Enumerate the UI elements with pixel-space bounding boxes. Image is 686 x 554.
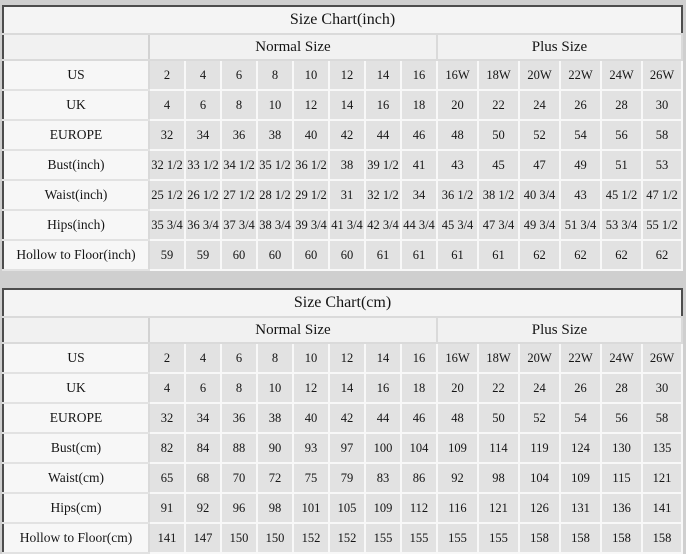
size-value-cell: 121 [642,463,682,493]
size-value-cell: 152 [293,523,329,553]
size-value-cell: 28 1/2 [257,180,293,210]
table-title: Size Chart(inch) [3,6,682,34]
table-title-row [3,289,682,317]
size-value-cell: 50 [478,120,519,150]
size-value-cell: 16 [365,90,401,120]
size-value-cell: 54 [560,403,601,433]
size-value-cell: 60 [257,240,293,270]
size-row-europe [3,403,682,433]
size-value-cell: 83 [365,463,401,493]
size-value-cell: 158 [642,523,682,553]
size-value-cell: 51 [601,150,642,180]
size-value-cell: 35 1/2 [257,150,293,180]
size-value-cell: 38 [257,120,293,150]
column-group-plus-size: Plus Size [437,34,682,60]
size-value-cell: 10 [257,90,293,120]
size-value-cell: 131 [560,493,601,523]
row-label-waist-cm-: Waist(cm) [3,463,149,493]
row-label-us: US [3,60,149,90]
size-value-cell: 116 [437,493,478,523]
size-value-cell: 44 [365,403,401,433]
size-value-cell: 124 [560,433,601,463]
size-row-europe [3,120,682,150]
size-value-cell: 121 [478,493,519,523]
size-value-cell: 62 [560,240,601,270]
row-label-hollow-to-floor-cm-: Hollow to Floor(cm) [3,523,149,553]
size-value-cell: 20 [437,90,478,120]
size-row-bust-cm- [3,433,682,463]
size-value-cell: 155 [478,523,519,553]
size-value-cell: 62 [601,240,642,270]
size-value-cell: 61 [478,240,519,270]
size-chart-cm-table [2,288,683,554]
size-value-cell: 130 [601,433,642,463]
table-title-row [3,6,682,34]
size-value-cell: 22W [560,343,601,373]
size-value-cell: 62 [519,240,560,270]
size-value-cell: 8 [257,343,293,373]
size-value-cell: 104 [519,463,560,493]
size-row-hips-inch- [3,210,682,240]
size-value-cell: 38 3/4 [257,210,293,240]
size-value-cell: 48 [437,403,478,433]
size-chart-inch-table [2,5,683,271]
size-value-cell: 40 [293,120,329,150]
size-value-cell: 36 [221,120,257,150]
size-value-cell: 35 3/4 [149,210,185,240]
size-value-cell: 12 [293,373,329,403]
size-chart-cm-section [2,271,684,554]
size-value-cell: 26 [560,373,601,403]
size-value-cell: 43 [560,180,601,210]
size-value-cell: 68 [185,463,221,493]
size-value-cell: 25 1/2 [149,180,185,210]
size-value-cell: 56 [601,120,642,150]
size-value-cell: 18W [478,343,519,373]
size-value-cell: 58 [642,120,682,150]
size-value-cell: 59 [149,240,185,270]
row-label-uk: UK [3,373,149,403]
size-value-cell: 6 [185,90,221,120]
size-value-cell: 4 [149,90,185,120]
size-value-cell: 136 [601,493,642,523]
size-value-cell: 46 [401,120,437,150]
size-value-cell: 92 [185,493,221,523]
size-value-cell: 115 [601,463,642,493]
row-label-hollow-to-floor-inch-: Hollow to Floor(inch) [3,240,149,270]
size-value-cell: 38 [329,150,365,180]
size-value-cell: 41 [401,150,437,180]
size-value-cell: 112 [401,493,437,523]
table-title: Size Chart(cm) [3,289,682,317]
size-value-cell: 8 [221,90,257,120]
size-value-cell: 8 [257,60,293,90]
size-value-cell: 61 [401,240,437,270]
size-value-cell: 92 [437,463,478,493]
size-value-cell: 22W [560,60,601,90]
size-value-cell: 70 [221,463,257,493]
size-value-cell: 49 [560,150,601,180]
size-value-cell: 158 [601,523,642,553]
size-value-cell: 10 [293,60,329,90]
size-value-cell: 45 3/4 [437,210,478,240]
size-row-us [3,60,682,90]
size-value-cell: 10 [293,343,329,373]
size-value-cell: 24 [519,373,560,403]
size-value-cell: 30 [642,373,682,403]
size-value-cell: 61 [437,240,478,270]
size-value-cell: 109 [365,493,401,523]
column-group-row [3,317,682,343]
size-value-cell: 44 [365,120,401,150]
size-value-cell: 8 [221,373,257,403]
size-value-cell: 6 [221,343,257,373]
size-value-cell: 16W [437,343,478,373]
size-value-cell: 56 [601,403,642,433]
size-value-cell: 44 3/4 [401,210,437,240]
row-label-hips-cm-: Hips(cm) [3,493,149,523]
size-value-cell: 141 [642,493,682,523]
size-value-cell: 55 1/2 [642,210,682,240]
size-value-cell: 58 [642,403,682,433]
size-value-cell: 54 [560,120,601,150]
size-value-cell: 14 [365,60,401,90]
row-label-bust-cm-: Bust(cm) [3,433,149,463]
size-row-hollow-to-floor-inch- [3,240,682,270]
size-value-cell: 47 1/2 [642,180,682,210]
size-value-cell: 34 1/2 [221,150,257,180]
row-label-us: US [3,343,149,373]
size-value-cell: 34 [401,180,437,210]
size-value-cell: 38 [257,403,293,433]
size-value-cell: 2 [149,343,185,373]
size-value-cell: 72 [257,463,293,493]
size-value-cell: 36 [221,403,257,433]
size-value-cell: 36 3/4 [185,210,221,240]
size-value-cell: 96 [221,493,257,523]
size-value-cell: 39 1/2 [365,150,401,180]
size-value-cell: 30 [642,90,682,120]
size-row-waist-inch- [3,180,682,210]
size-value-cell: 6 [185,373,221,403]
size-value-cell: 16W [437,60,478,90]
size-value-cell: 42 3/4 [365,210,401,240]
size-value-cell: 79 [329,463,365,493]
size-value-cell: 4 [185,343,221,373]
size-chart-inch-section [2,0,684,271]
size-value-cell: 24W [601,343,642,373]
size-value-cell: 45 [478,150,519,180]
size-value-cell: 43 [437,150,478,180]
size-value-cell: 34 [185,120,221,150]
size-value-cell: 16 [401,60,437,90]
row-label-uk: UK [3,90,149,120]
size-value-cell: 26 1/2 [185,180,221,210]
size-value-cell: 4 [185,60,221,90]
size-value-cell: 31 [329,180,365,210]
size-value-cell: 50 [478,403,519,433]
size-value-cell: 150 [257,523,293,553]
size-value-cell: 47 3/4 [478,210,519,240]
size-value-cell: 152 [329,523,365,553]
size-value-cell: 18 [401,90,437,120]
size-value-cell: 27 1/2 [221,180,257,210]
size-value-cell: 4 [149,373,185,403]
corner-cell [3,317,149,343]
size-value-cell: 53 [642,150,682,180]
size-value-cell: 155 [365,523,401,553]
size-value-cell: 22 [478,90,519,120]
column-group-normal-size: Normal Size [149,317,437,343]
size-value-cell: 147 [185,523,221,553]
size-value-cell: 90 [257,433,293,463]
size-value-cell: 62 [642,240,682,270]
size-value-cell: 60 [221,240,257,270]
size-value-cell: 32 1/2 [149,150,185,180]
column-group-plus-size: Plus Size [437,317,682,343]
size-value-cell: 158 [519,523,560,553]
size-value-cell: 97 [329,433,365,463]
size-value-cell: 126 [519,493,560,523]
size-value-cell: 49 3/4 [519,210,560,240]
size-value-cell: 65 [149,463,185,493]
row-label-hips-inch-: Hips(inch) [3,210,149,240]
size-value-cell: 86 [401,463,437,493]
size-value-cell: 46 [401,403,437,433]
size-value-cell: 155 [437,523,478,553]
column-group-normal-size: Normal Size [149,34,437,60]
size-value-cell: 104 [401,433,437,463]
size-value-cell: 12 [329,343,365,373]
size-row-hips-cm- [3,493,682,523]
size-value-cell: 47 [519,150,560,180]
size-value-cell: 28 [601,373,642,403]
size-value-cell: 20W [519,343,560,373]
size-value-cell: 20 [437,373,478,403]
size-value-cell: 98 [257,493,293,523]
row-label-europe: EUROPE [3,120,149,150]
size-value-cell: 14 [365,343,401,373]
size-value-cell: 114 [478,433,519,463]
size-value-cell: 24 [519,90,560,120]
size-value-cell: 10 [257,373,293,403]
size-value-cell: 39 3/4 [293,210,329,240]
size-value-cell: 88 [221,433,257,463]
size-value-cell: 155 [401,523,437,553]
size-value-cell: 2 [149,60,185,90]
size-value-cell: 22 [478,373,519,403]
size-value-cell: 38 1/2 [478,180,519,210]
size-value-cell: 82 [149,433,185,463]
size-value-cell: 75 [293,463,329,493]
size-value-cell: 36 1/2 [293,150,329,180]
size-value-cell: 59 [185,240,221,270]
row-label-waist-inch-: Waist(inch) [3,180,149,210]
size-value-cell: 100 [365,433,401,463]
size-value-cell: 48 [437,120,478,150]
column-group-row [3,34,682,60]
size-value-cell: 32 [149,403,185,433]
size-value-cell: 45 1/2 [601,180,642,210]
size-value-cell: 18W [478,60,519,90]
size-value-cell: 101 [293,493,329,523]
size-value-cell: 93 [293,433,329,463]
size-value-cell: 84 [185,433,221,463]
size-row-us [3,343,682,373]
size-value-cell: 33 1/2 [185,150,221,180]
size-value-cell: 36 1/2 [437,180,478,210]
size-value-cell: 40 [293,403,329,433]
row-label-europe: EUROPE [3,403,149,433]
size-value-cell: 20W [519,60,560,90]
size-value-cell: 28 [601,90,642,120]
row-label-bust-inch-: Bust(inch) [3,150,149,180]
size-value-cell: 24W [601,60,642,90]
size-value-cell: 16 [365,373,401,403]
size-value-cell: 12 [329,60,365,90]
size-value-cell: 32 1/2 [365,180,401,210]
size-row-waist-cm- [3,463,682,493]
size-value-cell: 41 3/4 [329,210,365,240]
size-value-cell: 141 [149,523,185,553]
size-row-bust-inch- [3,150,682,180]
size-value-cell: 12 [293,90,329,120]
size-value-cell: 26W [642,60,682,90]
size-value-cell: 37 3/4 [221,210,257,240]
size-value-cell: 51 3/4 [560,210,601,240]
size-value-cell: 42 [329,403,365,433]
size-value-cell: 42 [329,120,365,150]
size-value-cell: 52 [519,120,560,150]
size-value-cell: 60 [293,240,329,270]
size-value-cell: 16 [401,343,437,373]
size-value-cell: 52 [519,403,560,433]
size-value-cell: 53 3/4 [601,210,642,240]
size-row-uk [3,90,682,120]
size-value-cell: 14 [329,90,365,120]
size-value-cell: 26W [642,343,682,373]
corner-cell [3,34,149,60]
size-value-cell: 26 [560,90,601,120]
size-value-cell: 32 [149,120,185,150]
size-value-cell: 91 [149,493,185,523]
size-value-cell: 60 [329,240,365,270]
size-value-cell: 150 [221,523,257,553]
size-value-cell: 6 [221,60,257,90]
size-value-cell: 119 [519,433,560,463]
size-value-cell: 109 [560,463,601,493]
size-value-cell: 34 [185,403,221,433]
size-value-cell: 18 [401,373,437,403]
size-value-cell: 14 [329,373,365,403]
size-value-cell: 135 [642,433,682,463]
size-value-cell: 29 1/2 [293,180,329,210]
size-value-cell: 61 [365,240,401,270]
size-value-cell: 158 [560,523,601,553]
size-row-uk [3,373,682,403]
size-value-cell: 98 [478,463,519,493]
size-value-cell: 105 [329,493,365,523]
size-value-cell: 109 [437,433,478,463]
size-value-cell: 40 3/4 [519,180,560,210]
size-row-hollow-to-floor-cm- [3,523,682,553]
